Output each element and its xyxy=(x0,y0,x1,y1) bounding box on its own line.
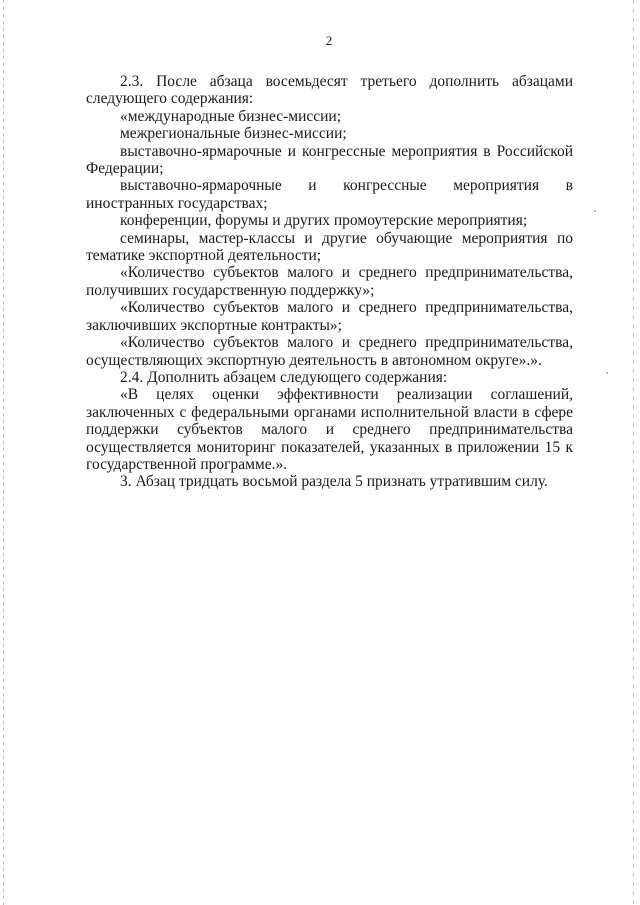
paragraph-seminars: семинары, мастер-классы и другие обучающие мероприятия по тематике экспортной деятельности; xyxy=(86,229,573,265)
paragraph-2-4-intro: 2.4. Дополнить абзацем следующего содержания: xyxy=(120,368,448,386)
paragraph-international-missions: «международные бизнес-миссии; xyxy=(120,107,342,125)
paragraph-indicator-contracts: «Количество субъектов малого и среднего предпринимательства, заключивших экспортные контракты»; xyxy=(86,299,573,334)
scan-edge-right xyxy=(633,0,634,905)
scan-edge-left xyxy=(3,0,4,905)
paragraph-monitoring: «В целях оценки эффективности реализации соглашений, заключенных с федеральными органами исполнительной власти в сфере поддержки субъектов малого и среднего предпринимательства осуществляется мониторинг показателей, указанных в приложении 15 к государственной программе.». xyxy=(86,386,573,473)
scan-speck xyxy=(594,210,596,212)
document-body xyxy=(86,73,573,491)
paragraph-indicator-export: «Количество субъектов малого и среднего предпринимательства, осуществляющих экспортную деятельность в автономном округе».». xyxy=(86,334,573,369)
scan-speck xyxy=(606,372,608,374)
paragraph-exhibitions-foreign: выставочно-ярмарочные и конгрессные мероприятия в иностранных государствах; xyxy=(86,177,573,212)
paragraph-interregional-missions: межрегиональные бизнес-миссии; xyxy=(120,125,347,143)
paragraph-3-repeal: 3. Абзац тридцать восьмой раздела 5 признать утратившим силу. xyxy=(120,473,548,491)
page-number: 2 xyxy=(325,33,333,48)
paragraph-exhibitions-russia: выставочно-ярмарочные и конгрессные мероприятия в Российской Федерации; xyxy=(86,142,573,178)
paragraph-indicator-support: «Количество субъектов малого и среднего предпринимательства, получивших государственную поддержку»; xyxy=(86,264,573,299)
paragraph-2-3-intro: 2.3. После абзаца восемьдесят третьего дополнить абзацами следующего содержания: xyxy=(86,73,573,108)
paragraph-conferences: конференции, форумы и других промоутерские мероприятия; xyxy=(120,212,528,230)
